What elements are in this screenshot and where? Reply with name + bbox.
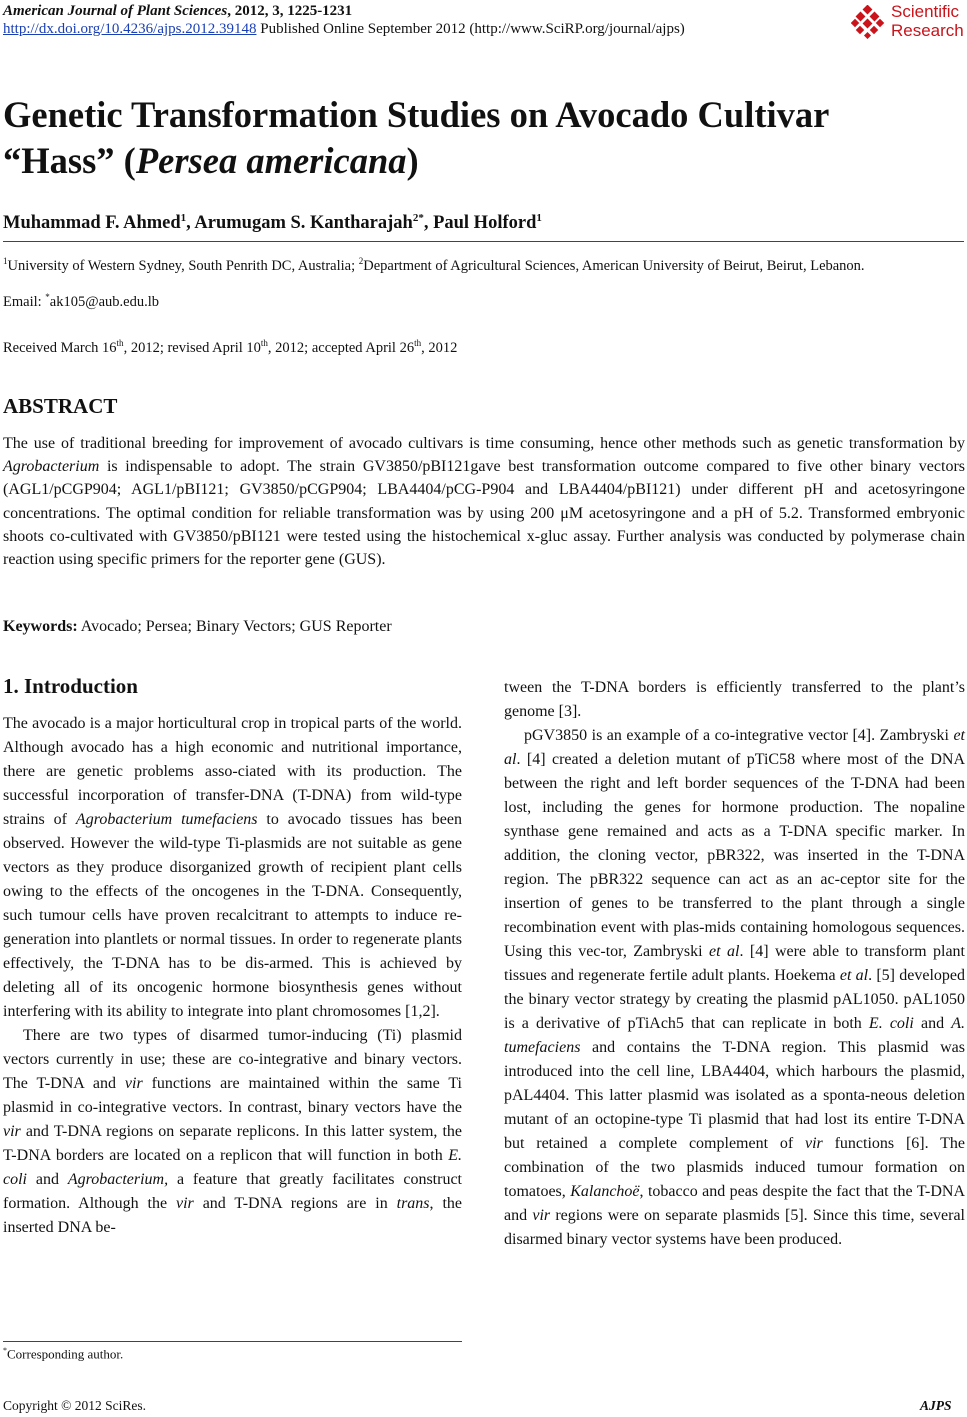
journal-header <box>3 3 352 20</box>
title-line-2: “Hass” (Persea americana) <box>3 140 419 181</box>
copyright-notice: Copyright © 2012 SciRes. <box>3 1398 147 1413</box>
doi-line <box>3 21 685 38</box>
footnote: *Corresponding author. <box>3 1346 124 1362</box>
title-line-1: Genetic Transformation Studies on Avocado Cultivar <box>3 94 830 135</box>
paper-title <box>3 92 963 184</box>
logo-word-2: Research <box>891 21 964 40</box>
affiliations: $^1$University of Western Sydney, South Penrith DC, Australia; $^2$Department of Agricultural Sciences, American University of Beirut, Beirut, Lebanon. <box>3 256 865 274</box>
journal-abbreviation: AJPS <box>920 1398 952 1413</box>
section-heading-introduction: 1. Introduction <box>3 674 138 698</box>
email-line: Email: *ak105@aub.edu.lb <box>3 292 159 310</box>
abstract-body: The use of traditional breeding for improvement of avocado cultivars is time consuming, hence other methods such as genetic transformation by Agrobacterium is indispensable to adopt. The strain GV3850/pBI121gave best transformation outcome compared to five other binary vectors (AGL1/pCGP904; AGL1/pBI121; GV3850/pCGP904; LBA4404/pCG-P904 and LBA4404/pBI121) under different pH and acetosyringone concentrations. The optimal condition for reliable transformation was by using 200 μM acetosyringone and a pH of 5.2. Transformed embryonic shoots co-cultivated with GV3850/pBI121 were tested using the histochemical x-gluc assay. Further analysis was conducted by polymerase chain reaction using specific primers for the reporter gene (GUS). <box>3 435 965 569</box>
title-divider <box>3 241 964 242</box>
email-address[interactable]: ak105@aub.edu.lb <box>49 293 159 310</box>
doi-link[interactable]: http://dx.doi.org/10.4236/ajps.2012.39148 <box>3 21 257 37</box>
journal-volume: , 2012, 3, 1225-1231 <box>227 3 353 19</box>
logo-word-1: Scientific <box>891 2 960 21</box>
intro-paragraph-3: pGV3850 is an example of a co-integrative vector [4]. Zambryski et al. [4] created a deletion mutant of pTiC58 where most of the DNA between the right and left border sequences of the T-DNA had been lost, including the genes for hormone production. The nopaline synthase gene remained and acts as a T-DNA specific marker. In addition, the cloning vector, pBR322, was inserted in the T-DNA region. The pBR322 sequence can act as an ac-ceptor site for the insertion of genes to be transferred to the plant through a single recombination event with plas-mids containing homologous sequences. Using this vec-tor, Zambryski et al. [4] were able to transform plant tissues and regenerate fertile adult plants. Hoekema et al. [5] developed the binary vector strategy by creating the plasmid pAL1050. pAL1050 is a derivative of pTiAch5 that can replicate in both E. coli and A. tumefaciens and contains the T-DNA region. This plasmid was introduced into the cell line, LBA4404, which harbours the plasmid, pAL4404. This latter plasmid was isolated as a sponta-neous deletion mutant of an octopine-type Ti plasmid that had lost its entire T-DNA but retained a complete complement of vir functions [6]. The combination of the two plasmids induced tumour formation on tomatoes, Kalanchoë, tobacco and peas despite the fact that the T-DNA and vir regions were on separate plasmids [5]. Since this time, several disarmed binary vector systems have been produced. <box>504 727 966 1248</box>
intro-paragraph-2: There are two types of disarmed tumor-inducing (Ti) plasmid vectors currently in use; these are co-integrative and binary vectors. The T-DNA and vir functions are maintained within the same Ti plasmid in co-integrative vectors. In contrast, binary vectors have the vir and T-DNA regions on separate replicons. In this latter system, the T-DNA borders are located on a replicon that will function in both E. coli and Agrobacterium, a feature that greatly facilitates construct formation. Although the vir and T-DNA regions are in trans, the inserted DNA be- <box>3 1027 463 1236</box>
right-column <box>504 676 965 1252</box>
keywords: Keywords: Avocado; Persea; Binary Vectors; GUS Reporter <box>3 618 392 635</box>
publisher-logo <box>851 2 967 42</box>
logo-dots-icon <box>851 5 885 39</box>
published-info: Published Online September 2012 (http://www.SciRP.org/journal/ajps) <box>256 21 685 37</box>
keywords-label: Keywords: <box>3 618 78 635</box>
journal-name: American Journal of Plant Sciences <box>3 3 228 19</box>
intro-paragraph-2-cont: tween the T-DNA borders is efficiently transferred to the plant’s genome [3]. <box>504 679 965 720</box>
intro-paragraph-1: The avocado is a major horticultural crop in tropical parts of the world. Although avocado has a high economic and nutritional importance, there are genetic problems asso-ciated with its production. The successful incorporation of transfer-DNA (T-DNA) from wild-type strains of Agrobacterium tumefaciens to avocado tissues has been observed. However the wild-type Ti-plasmids are not suitable as gene vectors as they produce disorganized growth of recipient plant cells owing to the effects of the oncogenes in the T-DNA. Consequently, such tumour cells have proven recalcitrant to attempts to induce re-generation into plantlets or normal tissues. In order to regenerate plants effectively, the T-DNA has to be dis-armed. This is achieved by deleting all of its oncogenic hormone biosynthesis genes without interfering with its ability to integrate into plant chromosomes [1,2]. <box>3 715 463 1020</box>
footnote-divider <box>3 1341 462 1342</box>
abstract-heading: ABSTRACT <box>3 394 118 418</box>
left-column <box>3 712 462 1240</box>
received-dates: Received March 16th, 2012; revised April 10th, 2012; accepted April 26th, 2012 <box>3 338 458 356</box>
author-list: Muhammad F. Ahmed$^1$, Arumugam S. Kantharajah$^{2*}$, Paul Holford$^1$ <box>3 212 542 234</box>
